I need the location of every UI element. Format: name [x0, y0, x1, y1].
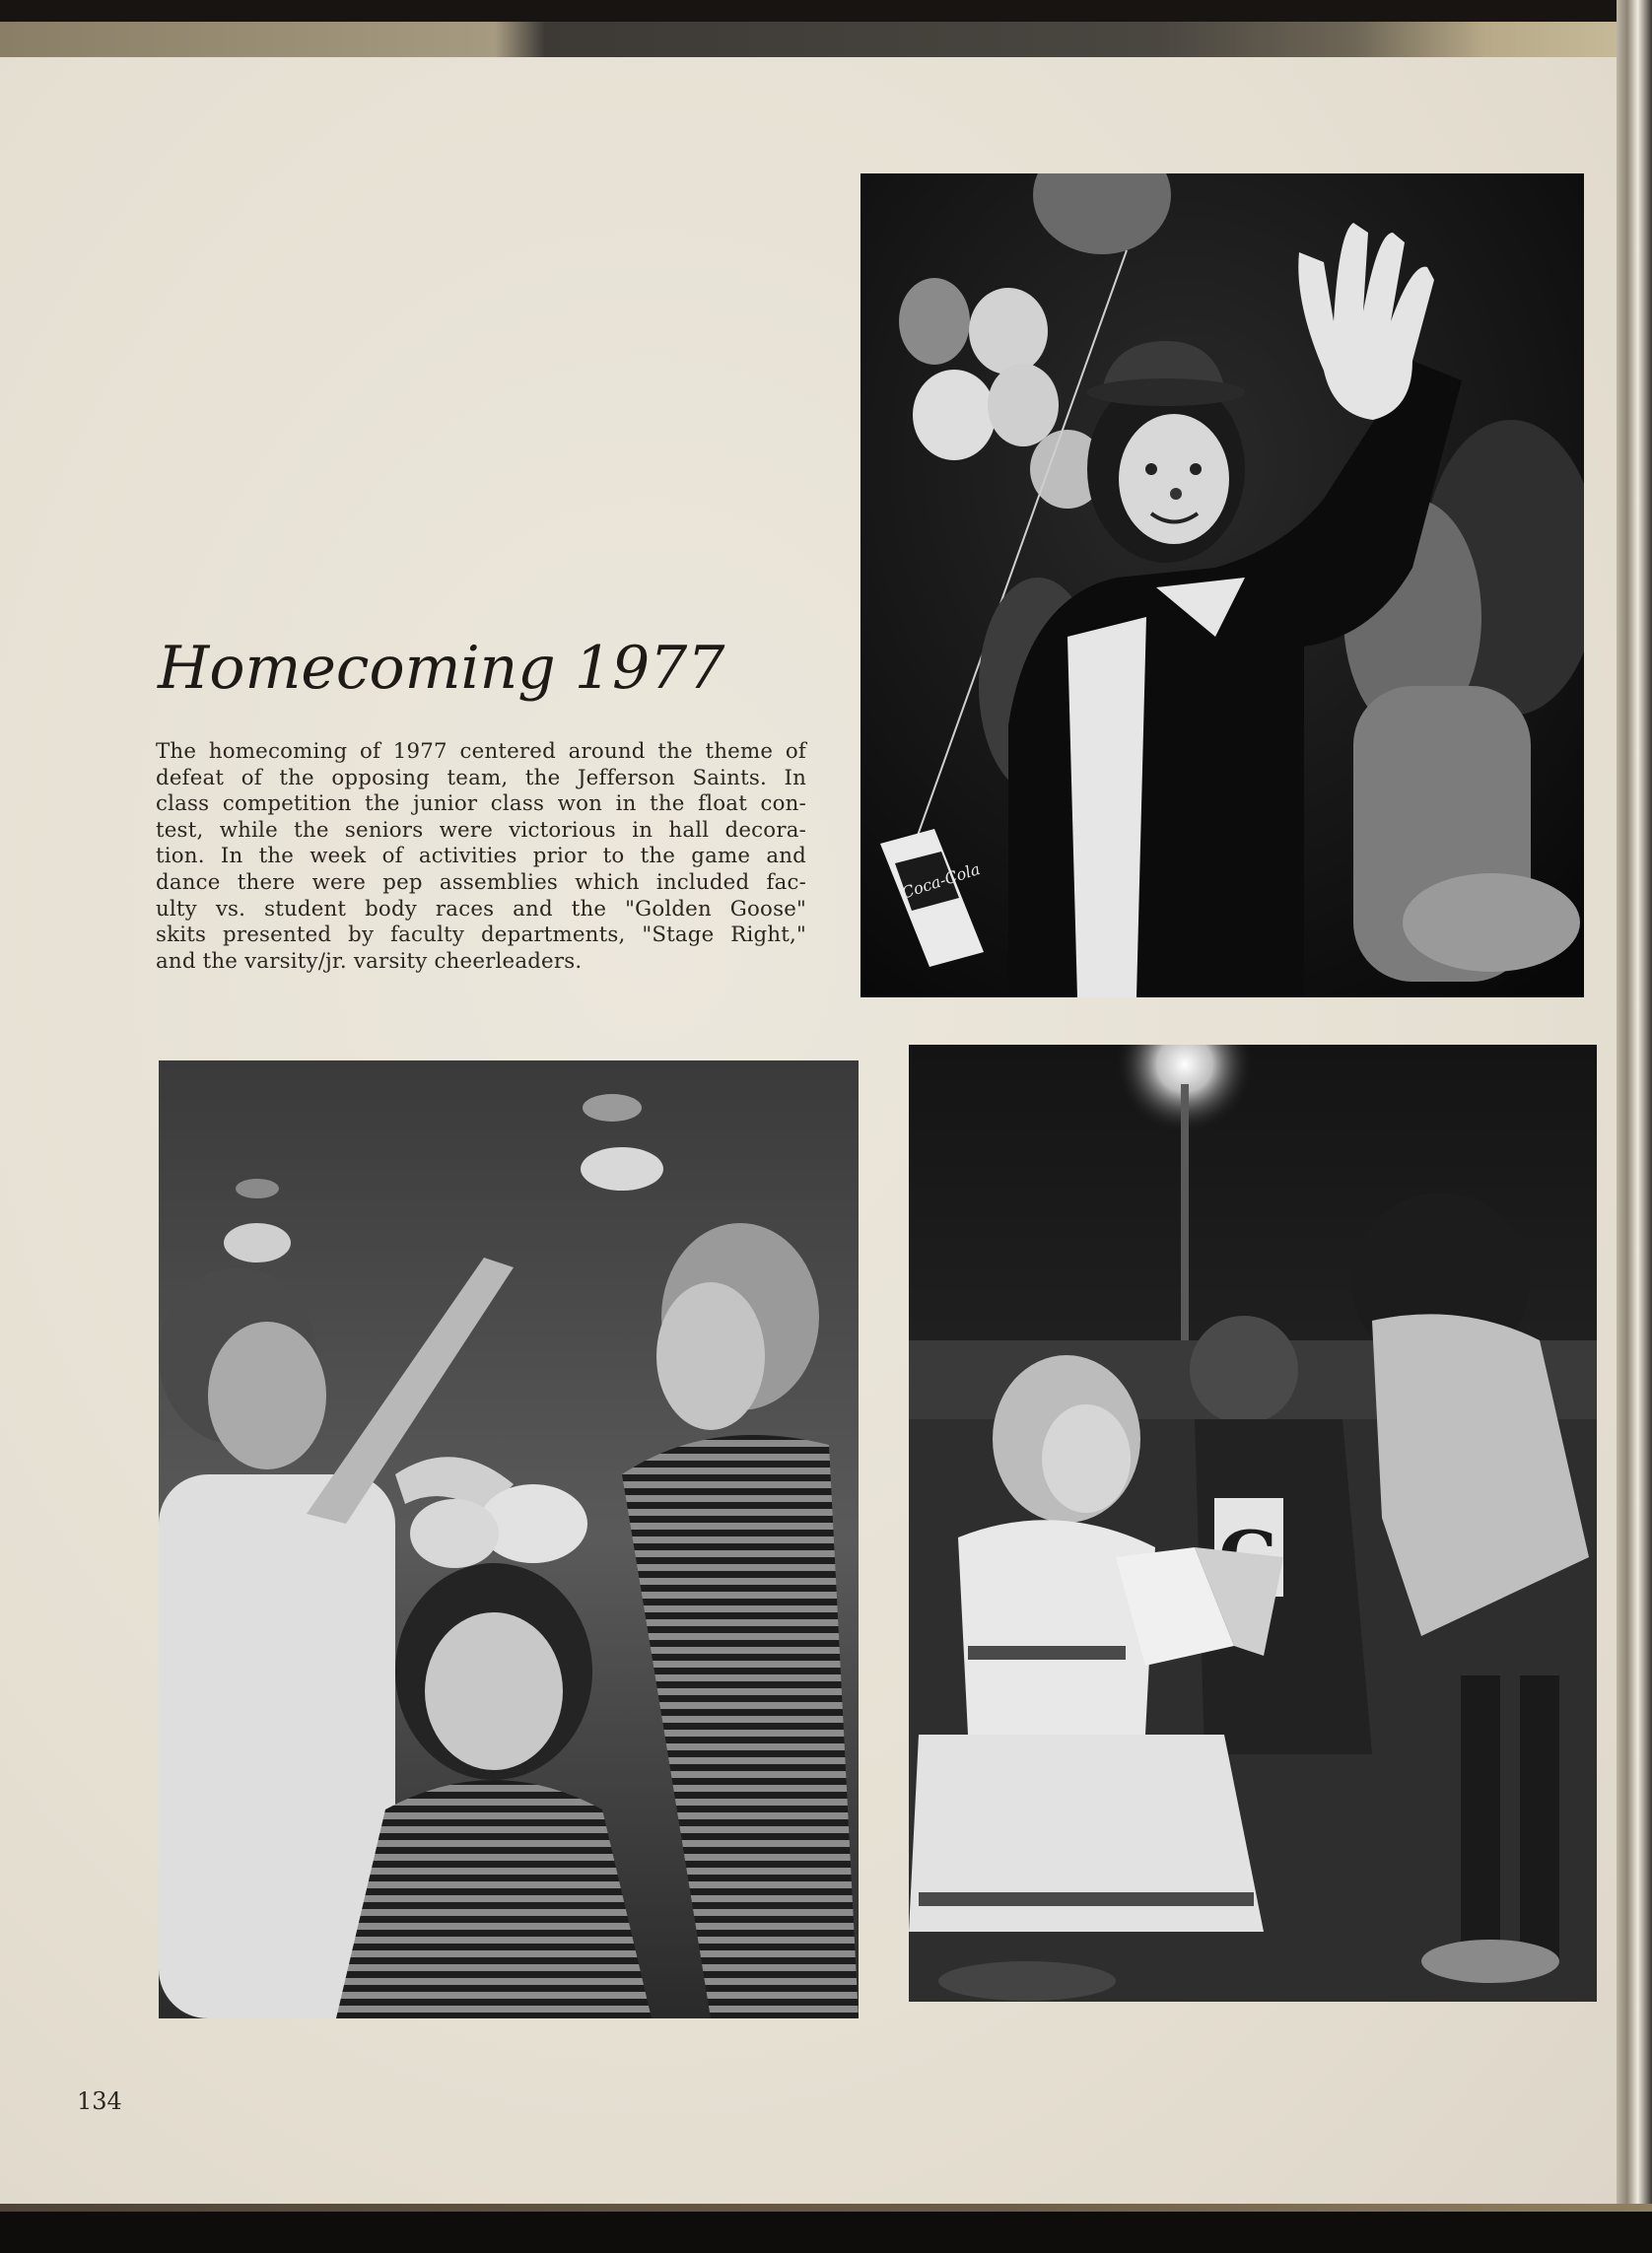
- photo-students-celebrating: [159, 1060, 859, 2018]
- body-line: ulty vs. student body races and the "Golden Goose": [156, 896, 806, 922]
- page-number: 134: [77, 2087, 122, 2115]
- body-line: class competition the junior class won in the float con-: [156, 791, 806, 817]
- top-scan-edge: [0, 0, 1652, 57]
- body-line: and the varsity/jr. varsity cheerleaders.: [156, 948, 583, 974]
- body-line: skits presented by faculty departments, "Stage Right,": [156, 922, 806, 948]
- page-title: Homecoming 1977: [158, 634, 725, 703]
- book-gutter: [1617, 0, 1652, 2253]
- body-line: dance there were pep assemblies which included fac-: [156, 869, 806, 895]
- photo-clown-waving: [860, 173, 1584, 997]
- bottom-scan-edge: [0, 2204, 1652, 2253]
- body-line: The homecoming of 1977 centered around the theme of: [156, 739, 806, 764]
- body-line: defeat of the opposing team, the Jefferson Saints. In: [156, 765, 806, 790]
- body-line: test, while the seniors were victorious in hall decora-: [156, 817, 806, 843]
- body-line: tion. In the week of activities prior to the game and: [156, 844, 806, 869]
- photo-cheerleaders-night-game: [909, 1045, 1597, 2002]
- article-body: [156, 739, 806, 975]
- cola-cup-label: Coca-Cola: [899, 858, 983, 903]
